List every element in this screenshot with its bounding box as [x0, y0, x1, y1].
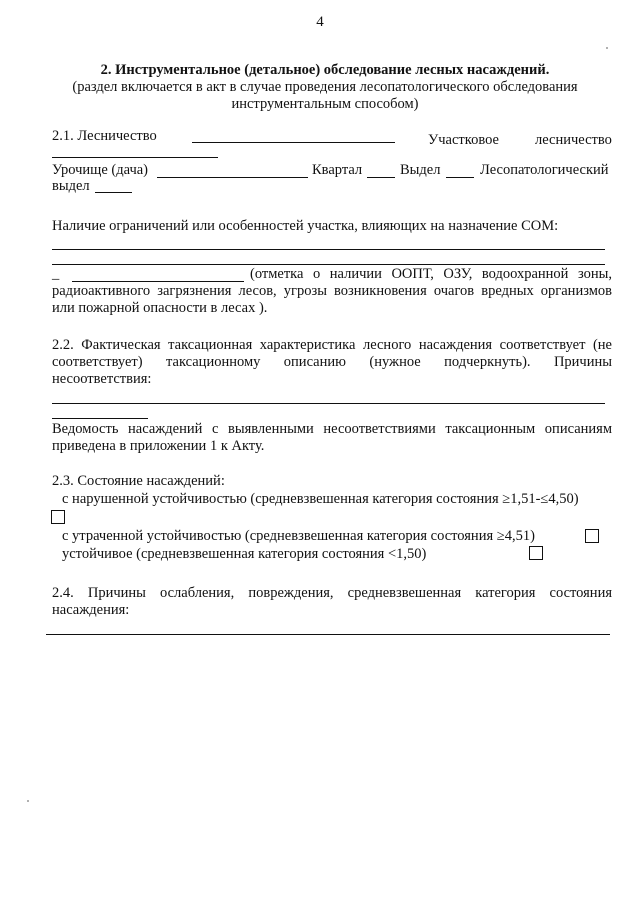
option-disturbed-checkbox[interactable]: [51, 510, 65, 524]
quarter-label: Квартал: [312, 162, 363, 178]
mismatch-reason-field-line1[interactable]: [52, 403, 605, 404]
pathology-allotment-field[interactable]: [95, 192, 132, 193]
district-forestry-label: Участковое: [428, 132, 499, 148]
causes-line2: насаждения:: [52, 602, 130, 618]
forestry-field[interactable]: [192, 142, 395, 143]
pathology-allotment-label-2: выдел: [52, 178, 90, 194]
allotment-field[interactable]: [446, 177, 474, 178]
restrictions-field-line3[interactable]: [72, 281, 244, 282]
stand-condition-title: 2.3. Состояние насаждений:: [52, 473, 225, 489]
section-subtitle-line2: инструментальным способом): [231, 96, 419, 112]
option-stable-checkbox[interactable]: [529, 546, 543, 560]
scan-speck: [27, 800, 29, 802]
note-dash: _: [52, 266, 60, 282]
page-number: 4: [316, 14, 324, 30]
section-subtitle-line1: (раздел включается в акт в случае проведения лесопатологического обследования: [72, 79, 578, 95]
option-stable-label: устойчивое (средневзвешенная категория состояния <1,50): [62, 546, 427, 562]
option-lost-checkbox[interactable]: [585, 529, 599, 543]
restrictions-field-line1[interactable]: [52, 249, 605, 250]
statement-line2: приведена в приложении 1 к Акту.: [52, 438, 265, 454]
statement-line1: Ведомость насаждений с выявленными несоответствиями таксационным описаниям: [52, 421, 612, 437]
taxation-line3: несоответствия:: [52, 371, 152, 387]
restrictions-note-line3: или пожарной опасности в лесах ).: [52, 300, 268, 316]
section-title: 2. Инструментальное (детальное) обследование лесных насаждений.: [100, 62, 550, 78]
restrictions-label: Наличие ограничений или особенностей участка, влияющих на назначение СОМ:: [52, 218, 559, 234]
district-forestry-label-2: лесничество: [535, 132, 612, 148]
restrictions-note-line1: (отметка о наличии ООПТ, ОЗУ, водоохранной зоны,: [250, 266, 612, 282]
mismatch-reason-field-line2[interactable]: [52, 418, 148, 419]
causes-line1: 2.4. Причины ослабления, повреждения, средневзвешенная категория состояния: [52, 585, 612, 601]
forestry-label: 2.1. Лесничество: [52, 128, 157, 144]
option-disturbed-label: с нарушенной устойчивостью (средневзвешенная категория состояния ≥1,51-≤4,50): [62, 491, 579, 507]
taxation-line2: соответствует) таксационному описанию (нужное подчеркнуть). Причины: [52, 354, 612, 370]
district-forestry-field[interactable]: [52, 157, 218, 158]
scan-speck: [606, 47, 608, 49]
quarter-field[interactable]: [367, 177, 395, 178]
allotment-label: Выдел: [400, 162, 441, 178]
restrictions-field-line2[interactable]: [52, 264, 605, 265]
restrictions-note-line2: радиоактивного загрязнения лесов, угрозы возникновения очагов вредных организмов: [52, 283, 612, 299]
causes-field[interactable]: [46, 634, 610, 635]
taxation-line1: 2.2. Фактическая таксационная характеристика лесного насаждения соответствует (не: [52, 337, 612, 353]
tract-label: Урочище (дача): [52, 162, 149, 178]
tract-field[interactable]: [157, 177, 308, 178]
option-lost-label: с утраченной устойчивостью (средневзвешенная категория состояния ≥4,51): [62, 528, 535, 544]
pathology-allotment-label: Лесопатологический: [480, 162, 609, 178]
